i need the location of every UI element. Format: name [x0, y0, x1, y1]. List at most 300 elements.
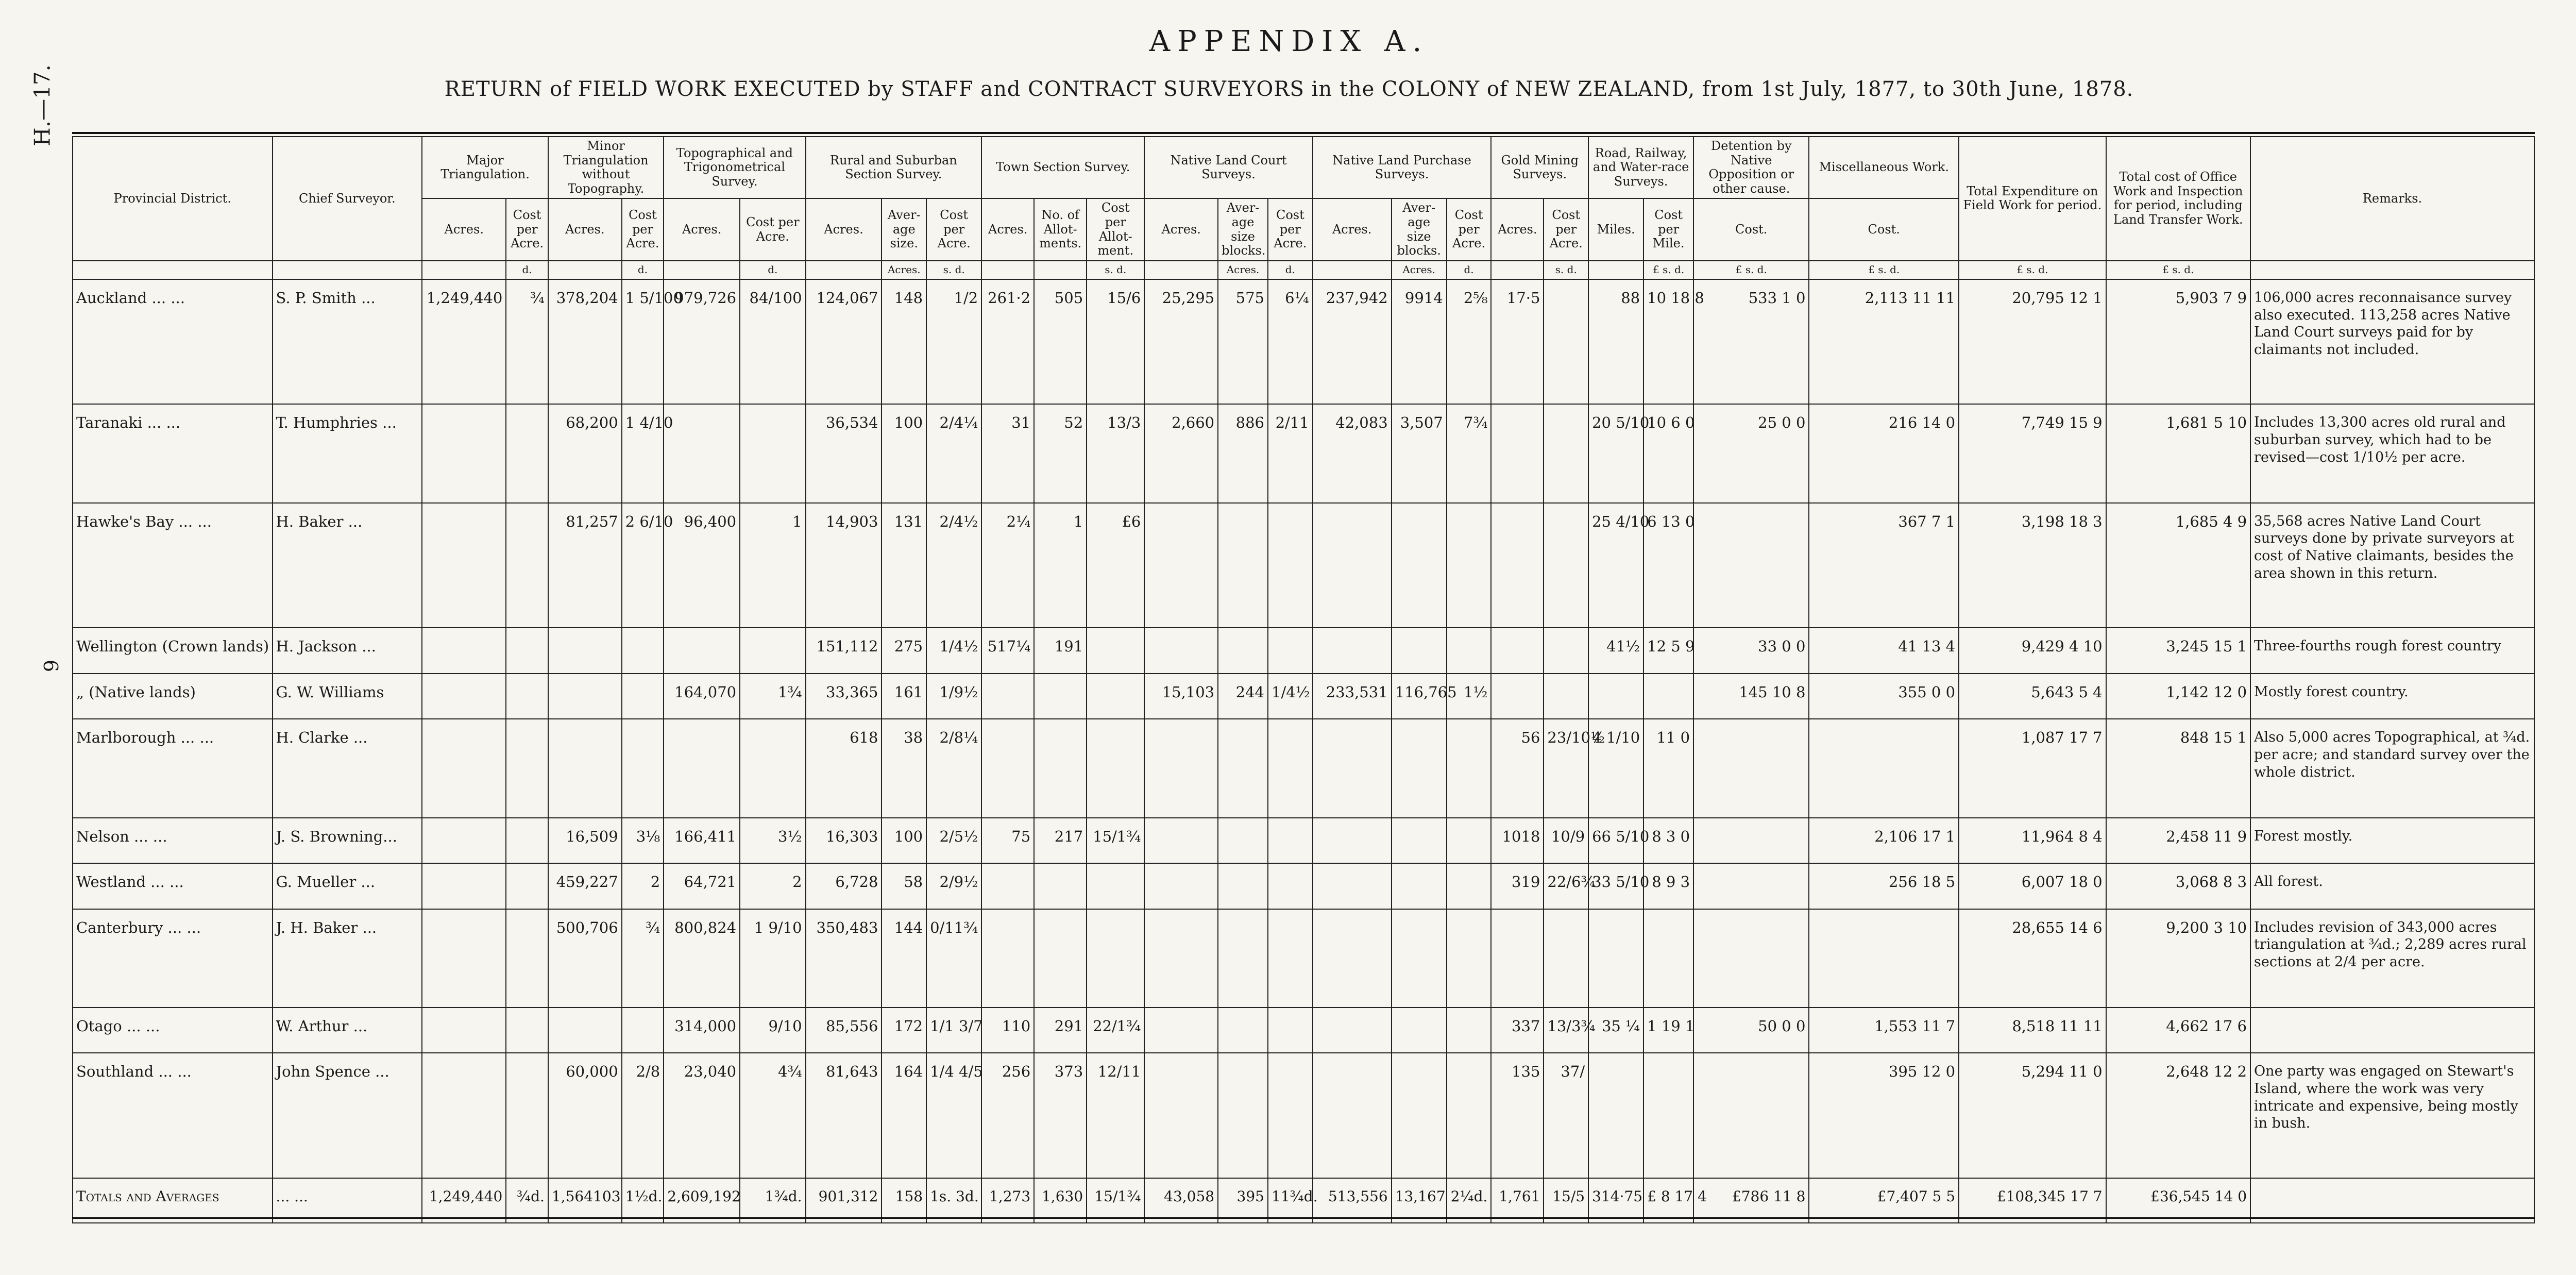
cell-nlc-acres [1144, 1053, 1218, 1178]
cell-nlp-cost [1447, 1053, 1492, 1178]
cell-nlc-cost [1268, 1008, 1313, 1053]
cell-major-cost [506, 404, 548, 502]
cell-gold-acres: 135 [1491, 1053, 1544, 1178]
cell-rural-cost: 2/4½ [926, 503, 981, 628]
header-road: Road, Railway, and Water-race Surveys. [1588, 137, 1693, 198]
cell-misc: 216 14 0 [1809, 404, 1959, 502]
header-nlc: Native Land Court Surveys. [1144, 137, 1312, 198]
cell-road-miles: 25 4/10 [1588, 503, 1643, 628]
cell-road-miles: 41½ [1588, 628, 1643, 674]
cell-topo-acres [664, 628, 740, 674]
header-minor: Minor Triangulation without Topography. [548, 137, 664, 198]
cell-minor-acres: 60,000 [548, 1053, 622, 1178]
totals-town-allot: 1,630 [1034, 1178, 1087, 1223]
sub-acres: Acres. [1313, 198, 1392, 260]
cell-misc: 395 12 0 [1809, 1053, 1959, 1178]
cell-nlp-avg: 116,765 [1392, 674, 1447, 719]
cell-rural-cost: 2/9½ [926, 863, 981, 909]
unit-label: £ s. d. [2106, 261, 2250, 279]
cell-rural-cost: 1/4 4/5 [926, 1053, 981, 1178]
cell-minor-acres [548, 719, 622, 817]
cell-rural-cost: 1/9½ [926, 674, 981, 719]
cell-total-exp: 7,749 15 9 [1959, 404, 2106, 502]
cell-nlc-acres: 25,295 [1144, 279, 1218, 405]
cell-nlp-acres [1313, 863, 1392, 909]
cell-minor-acres [548, 1008, 622, 1053]
cell-minor-acres: 378,204 [548, 279, 622, 405]
table-row [73, 1053, 2534, 1178]
table-row [73, 818, 2534, 864]
cell-nlc-cost [1268, 719, 1313, 817]
totals-rural-cost: 1s. 3d. [926, 1178, 981, 1223]
cell-major-cost [506, 909, 548, 1008]
cell-gold-acres: 17·5 [1491, 279, 1544, 405]
cell-nlp-acres [1313, 1008, 1392, 1053]
cell-road-cost [1643, 909, 1693, 1008]
header-remarks: Remarks. [2250, 137, 2534, 261]
totals-label: Totals and Averages [73, 1178, 273, 1223]
sub-acres: Acres. [1144, 198, 1218, 260]
unit-label: d. [740, 261, 805, 279]
cell-nlp-acres [1313, 818, 1392, 864]
cell-remarks: 35,568 acres Native Land Court surveys done by private surveyors at cost of Native claimants, besides the area shown in this return. [2250, 503, 2534, 628]
header-misc: Miscellaneous Work. [1809, 137, 1959, 198]
cell-nlc-acres [1144, 628, 1218, 674]
cell-nlp-acres [1313, 719, 1392, 817]
cell-rural-cost: 2/8¼ [926, 719, 981, 817]
cell-gold-acres: 319 [1491, 863, 1544, 909]
cell-town-cost: 13/3 [1087, 404, 1144, 502]
document-code: H.—17. [29, 64, 55, 146]
cell-nlc-acres [1144, 909, 1218, 1008]
cell-gold-acres: 337 [1491, 1008, 1544, 1053]
cell-rural-avg: 275 [882, 628, 926, 674]
cell-minor-acres: 68,200 [548, 404, 622, 502]
cell-detention [1693, 503, 1809, 628]
cell-major-cost [506, 674, 548, 719]
cell-total-cost: 1,142 12 0 [2106, 674, 2250, 719]
cell-town-allot [1034, 909, 1087, 1008]
cell-rural-acres: 81,643 [806, 1053, 882, 1178]
table-row [73, 503, 2534, 628]
cell-town-allot [1034, 719, 1087, 817]
totals-gold-cost: 15/5 [1544, 1178, 1588, 1223]
cell-road-cost: 8 3 0 [1643, 818, 1693, 864]
header-rural: Rural and Suburban Section Survey. [806, 137, 982, 198]
cell-major-cost [506, 1053, 548, 1178]
cell-detention: 145 10 8 [1693, 674, 1809, 719]
cell-rural-acres: 151,112 [806, 628, 882, 674]
sub-cost-per-acre: Cost per Acre. [926, 198, 981, 260]
cell-town-cost [1087, 909, 1144, 1008]
totals-rural-acres: 901,312 [806, 1178, 882, 1223]
cell-detention: 533 1 0 [1693, 279, 1809, 405]
cell-rural-cost: 1/1 3/7 [926, 1008, 981, 1053]
cell-surveyor: G. Mueller ... [273, 863, 422, 909]
cell-road-cost: 8 9 3 [1643, 863, 1693, 909]
cell-total-cost: 2,648 12 2 [2106, 1053, 2250, 1178]
cell-detention: 33 0 0 [1693, 628, 1809, 674]
cell-surveyor: J. S. Browning... [273, 818, 422, 864]
cell-town-allot [1034, 674, 1087, 719]
cell-major-cost: ¾ [506, 279, 548, 405]
cell-minor-acres: 500,706 [548, 909, 622, 1008]
cell-nlp-avg [1392, 503, 1447, 628]
cell-surveyor: G. W. Williams [273, 674, 422, 719]
cell-road-miles [1588, 674, 1643, 719]
cell-minor-cost [622, 719, 664, 817]
cell-detention [1693, 863, 1809, 909]
cell-nlp-cost [1447, 503, 1492, 628]
field-work-table [72, 136, 2535, 1223]
unit-label: £ s. d. [1959, 261, 2106, 279]
cell-total-exp: 9,429 4 10 [1959, 628, 2106, 674]
cell-town-cost [1087, 628, 1144, 674]
header-nlp: Native Land Purchase Surveys. [1313, 137, 1492, 198]
cell-detention: 25 0 0 [1693, 404, 1809, 502]
cell-major-cost [506, 503, 548, 628]
cell-nlp-acres: 237,942 [1313, 279, 1392, 405]
cell-topo-cost: 1¾ [740, 674, 805, 719]
cell-nlc-cost [1268, 1053, 1313, 1178]
cell-nlc-avg [1218, 909, 1268, 1008]
cell-topo-acres [664, 404, 740, 502]
cell-town-cost: 15/1¾ [1087, 818, 1144, 864]
totals-nlc-acres: 43,058 [1144, 1178, 1218, 1223]
totals-topo-cost: 1¾d. [740, 1178, 805, 1223]
cell-gold-cost: 13/3¾ [1544, 1008, 1588, 1053]
cell-gold-cost: 37/ [1544, 1053, 1588, 1178]
cell-major-acres: 1,249,440 [422, 279, 506, 405]
cell-rural-avg: 161 [882, 674, 926, 719]
cell-road-miles: 4 1/10 [1588, 719, 1643, 817]
cell-topo-acres: 979,726 [664, 279, 740, 405]
cell-nlc-avg [1218, 628, 1268, 674]
cell-town-allot: 291 [1034, 1008, 1087, 1053]
cell-nlp-avg [1392, 1053, 1447, 1178]
cell-nlc-acres [1144, 1008, 1218, 1053]
cell-topo-cost: 1 9/10 [740, 909, 805, 1008]
unit-label: d. [1268, 261, 1313, 279]
cell-gold-cost: 10/9 [1544, 818, 1588, 864]
cell-town-acres [981, 719, 1034, 817]
totals-misc: £7,407 5 5 [1809, 1178, 1959, 1223]
header-district: Provincial District. [73, 137, 273, 261]
cell-town-acres: 256 [981, 1053, 1034, 1178]
cell-district: Marlborough ... ... [73, 719, 273, 817]
cell-total-exp: 28,655 14 6 [1959, 909, 2106, 1008]
cell-nlc-acres [1144, 503, 1218, 628]
header-surveyor: Chief Surveyor. [273, 137, 422, 261]
cell-total-cost: 3,068 8 3 [2106, 863, 2250, 909]
sub-acres: Acres. [664, 198, 740, 260]
cell-surveyor: T. Humphries ... [273, 404, 422, 502]
table-body [73, 261, 2534, 1223]
cell-nlp-cost [1447, 719, 1492, 817]
cell-surveyor: W. Arthur ... [273, 1008, 422, 1053]
unit-label: s. d. [1544, 261, 1588, 279]
cell-gold-acres [1491, 628, 1544, 674]
sub-cost-per-acre: Cost per Acre. [1447, 198, 1492, 260]
cell-nlc-avg: 244 [1218, 674, 1268, 719]
unit-label: s. d. [926, 261, 981, 279]
cell-surveyor: J. H. Baker ... [273, 909, 422, 1008]
header-town: Town Section Survey. [981, 137, 1144, 198]
cell-town-acres: 110 [981, 1008, 1034, 1053]
cell-nlc-acres: 15,103 [1144, 674, 1218, 719]
cell-total-cost: 848 15 1 [2106, 719, 2250, 817]
cell-remarks: Includes revision of 343,000 acres triangulation at ¾d.; 2,289 acres rural sections at 2/4 per acre. [2250, 909, 2534, 1008]
top-rule [72, 132, 2535, 134]
cell-nlc-avg [1218, 1008, 1268, 1053]
cell-town-acres: 517¼ [981, 628, 1034, 674]
cell-gold-cost [1544, 674, 1588, 719]
cell-nlc-avg [1218, 818, 1268, 864]
cell-major-acres [422, 628, 506, 674]
appendix-title: APPENDIX A. [1149, 25, 1429, 58]
cell-gold-acres [1491, 909, 1544, 1008]
header-group-row [73, 137, 2534, 198]
cell-remarks: All forest. [2250, 863, 2534, 909]
cell-town-acres: 31 [981, 404, 1034, 502]
unit-label: Acres. [1218, 261, 1268, 279]
cell-rural-avg: 144 [882, 909, 926, 1008]
cell-topo-cost [740, 404, 805, 502]
cell-rural-cost: 1/4½ [926, 628, 981, 674]
cell-detention [1693, 719, 1809, 817]
cell-rural-acres: 36,534 [806, 404, 882, 502]
cell-major-acres [422, 404, 506, 502]
totals-nlc-cost: 11¾d. [1268, 1178, 1313, 1223]
cell-nlc-cost: 2/11 [1268, 404, 1313, 502]
cell-misc: 256 18 5 [1809, 863, 1959, 909]
sub-cost-per-mile: Cost per Mile. [1643, 198, 1693, 260]
sub-cost: Cost. [1693, 198, 1809, 260]
totals-row [73, 1178, 2534, 1223]
cell-nlc-avg [1218, 1053, 1268, 1178]
cell-nlp-cost [1447, 1008, 1492, 1053]
cell-town-acres: 261·2 [981, 279, 1034, 405]
cell-surveyor: John Spence ... [273, 1053, 422, 1178]
cell-nlc-acres [1144, 719, 1218, 817]
totals-minor-acres: 1,564103 [548, 1178, 622, 1223]
cell-rural-cost: 1/2 [926, 279, 981, 405]
cell-town-acres [981, 674, 1034, 719]
cell-nlp-cost [1447, 863, 1492, 909]
cell-town-allot: 217 [1034, 818, 1087, 864]
cell-rural-acres: 16,303 [806, 818, 882, 864]
cell-total-cost: 3,245 15 1 [2106, 628, 2250, 674]
sub-average-blocks: Aver- age size blocks. [1392, 198, 1447, 260]
cell-gold-cost: 23/10½ [1544, 719, 1588, 817]
totals-nlp-cost: 2¼d. [1447, 1178, 1492, 1223]
cell-rural-acres: 618 [806, 719, 882, 817]
cell-detention [1693, 909, 1809, 1008]
cell-nlc-cost [1268, 818, 1313, 864]
cell-minor-acres [548, 628, 622, 674]
cell-nlc-cost [1268, 863, 1313, 909]
cell-misc: 367 7 1 [1809, 503, 1959, 628]
cell-minor-cost [622, 674, 664, 719]
cell-minor-acres [548, 674, 622, 719]
cell-topo-cost: 84/100 [740, 279, 805, 405]
cell-district: Auckland ... ... [73, 279, 273, 405]
cell-town-allot: 1 [1034, 503, 1087, 628]
cell-road-miles: 66 5/10 [1588, 818, 1643, 864]
cell-district: Taranaki ... ... [73, 404, 273, 502]
cell-topo-cost: 2 [740, 863, 805, 909]
totals-total-exp: £108,345 17 7 [1959, 1178, 2106, 1223]
cell-topo-acres: 800,824 [664, 909, 740, 1008]
cell-gold-acres: 56 [1491, 719, 1544, 817]
table-row [73, 404, 2534, 502]
cell-minor-cost [622, 1008, 664, 1053]
unit-label: s. d. [1087, 261, 1144, 279]
cell-detention [1693, 818, 1809, 864]
unit-label: £ s. d. [1643, 261, 1693, 279]
cell-nlc-acres: 2,660 [1144, 404, 1218, 502]
cell-surveyor: H. Jackson ... [273, 628, 422, 674]
totals-major-cost: ¾d. [506, 1178, 548, 1223]
cell-nlp-acres [1313, 503, 1392, 628]
cell-rural-avg: 38 [882, 719, 926, 817]
cell-rural-avg: 131 [882, 503, 926, 628]
cell-minor-cost: 1 5/100 [622, 279, 664, 405]
cell-gold-cost [1544, 404, 1588, 502]
cell-nlp-cost: 2⅝ [1447, 279, 1492, 405]
cell-nlc-cost: 1/4½ [1268, 674, 1313, 719]
cell-topo-acres: 164,070 [664, 674, 740, 719]
cell-topo-cost: 9/10 [740, 1008, 805, 1053]
cell-topo-acres: 166,411 [664, 818, 740, 864]
header-detention: Detention by Native Opposition or other cause. [1693, 137, 1809, 198]
cell-road-miles [1588, 909, 1643, 1008]
totals-road-miles: 314·75 [1588, 1178, 1643, 1223]
sub-average-blocks: Aver- age size blocks. [1218, 198, 1268, 260]
cell-gold-acres [1491, 404, 1544, 502]
table-row [73, 909, 2534, 1008]
cell-topo-acres [664, 719, 740, 817]
cell-nlp-cost: 1½ [1447, 674, 1492, 719]
cell-nlc-cost [1268, 909, 1313, 1008]
sub-cost: Cost. [1809, 198, 1959, 260]
unit-label: Acres. [1392, 261, 1447, 279]
cell-total-cost: 5,903 7 9 [2106, 279, 2250, 405]
cell-road-miles: 88 [1588, 279, 1643, 405]
cell-minor-cost: 1 4/10 [622, 404, 664, 502]
cell-rural-avg: 100 [882, 404, 926, 502]
cell-major-cost [506, 818, 548, 864]
cell-total-exp: 3,198 18 3 [1959, 503, 2106, 628]
cell-district: Hawke's Bay ... ... [73, 503, 273, 628]
sub-cost-per-acre: Cost per Acre. [1268, 198, 1313, 260]
sub-cost-per-acre: Cost per Acre. [506, 198, 548, 260]
sub-miles: Miles. [1588, 198, 1643, 260]
cell-town-cost: 22/1¾ [1087, 1008, 1144, 1053]
cell-rural-avg: 172 [882, 1008, 926, 1053]
return-subtitle: RETURN of FIELD WORK EXECUTED by STAFF and CONTRACT SURVEYORS in the COLONY of NEW ZEALAND, from 1st July, 1877, to 30th June, 1878. [444, 77, 2134, 101]
cell-town-allot [1034, 863, 1087, 909]
cell-minor-cost: 2 [622, 863, 664, 909]
cell-rural-avg: 58 [882, 863, 926, 909]
header-total-exp: Total Expenditure on Field Work for period. [1959, 137, 2106, 261]
cell-nlc-avg: 575 [1218, 279, 1268, 405]
cell-town-cost: 15/6 [1087, 279, 1144, 405]
cell-minor-cost: 2 6/10 [622, 503, 664, 628]
totals-detention: £786 11 8 [1693, 1178, 1809, 1223]
cell-gold-acres [1491, 503, 1544, 628]
cell-minor-cost [622, 628, 664, 674]
totals-town-acres: 1,273 [981, 1178, 1034, 1223]
cell-total-cost: 9,200 3 10 [2106, 909, 2250, 1008]
cell-topo-cost [740, 628, 805, 674]
cell-road-miles: 20 5/10 [1588, 404, 1643, 502]
cell-road-cost [1643, 1053, 1693, 1178]
cell-misc [1809, 719, 1959, 817]
sub-acres: Acres. [981, 198, 1034, 260]
cell-town-acres [981, 863, 1034, 909]
cell-rural-avg: 148 [882, 279, 926, 405]
cell-major-acres [422, 674, 506, 719]
cell-town-cost [1087, 863, 1144, 909]
cell-major-cost [506, 628, 548, 674]
table-row [73, 279, 2534, 405]
cell-rural-avg: 164 [882, 1053, 926, 1178]
cell-remarks: Forest mostly. [2250, 818, 2534, 864]
sub-acres: Acres. [806, 198, 882, 260]
sub-cost-per-allotment: Cost per Allot- ment. [1087, 198, 1144, 260]
totals-major-acres: 1,249,440 [422, 1178, 506, 1223]
table-row [73, 628, 2534, 674]
cell-remarks: 106,000 acres reconnaisance survey also executed. 113,258 acres Native Land Court surveys paid for by claimants not included. [2250, 279, 2534, 405]
cell-road-cost: 10 18 8 [1643, 279, 1693, 405]
cell-rural-avg: 100 [882, 818, 926, 864]
cell-district: Southland ... ... [73, 1053, 273, 1178]
cell-total-cost: 1,685 4 9 [2106, 503, 2250, 628]
totals-total-cost: £36,545 14 0 [2106, 1178, 2250, 1223]
cell-total-exp: 6,007 18 0 [1959, 863, 2106, 909]
cell-major-acres [422, 818, 506, 864]
cell-total-exp: 11,964 8 4 [1959, 818, 2106, 864]
totals-dots: ... ... [273, 1178, 422, 1223]
header-gold: Gold Mining Surveys. [1491, 137, 1588, 198]
table-row [73, 863, 2534, 909]
cell-total-cost: 4,662 17 6 [2106, 1008, 2250, 1053]
units-row [73, 261, 2534, 279]
cell-topo-acres: 64,721 [664, 863, 740, 909]
cell-major-cost [506, 719, 548, 817]
page-number: 9 [40, 659, 63, 673]
cell-nlc-avg [1218, 719, 1268, 817]
totals-road-cost: £ 8 17 4 [1643, 1178, 1693, 1223]
cell-remarks: Three-fourths rough forest country [2250, 628, 2534, 674]
cell-topo-acres: 23,040 [664, 1053, 740, 1178]
cell-road-cost: 1 19 1 [1643, 1008, 1693, 1053]
totals-gold-acres: 1,761 [1491, 1178, 1544, 1223]
cell-rural-acres: 6,728 [806, 863, 882, 909]
cell-nlc-cost: 6¼ [1268, 279, 1313, 405]
cell-remarks: Mostly forest country. [2250, 674, 2534, 719]
cell-major-acres [422, 1053, 506, 1178]
cell-nlp-cost [1447, 909, 1492, 1008]
cell-rural-cost: 0/11¾ [926, 909, 981, 1008]
unit-label: d. [506, 261, 548, 279]
cell-nlp-acres [1313, 909, 1392, 1008]
cell-minor-acres: 459,227 [548, 863, 622, 909]
cell-minor-acres: 16,509 [548, 818, 622, 864]
cell-remarks [2250, 1008, 2534, 1053]
cell-nlp-avg [1392, 818, 1447, 864]
